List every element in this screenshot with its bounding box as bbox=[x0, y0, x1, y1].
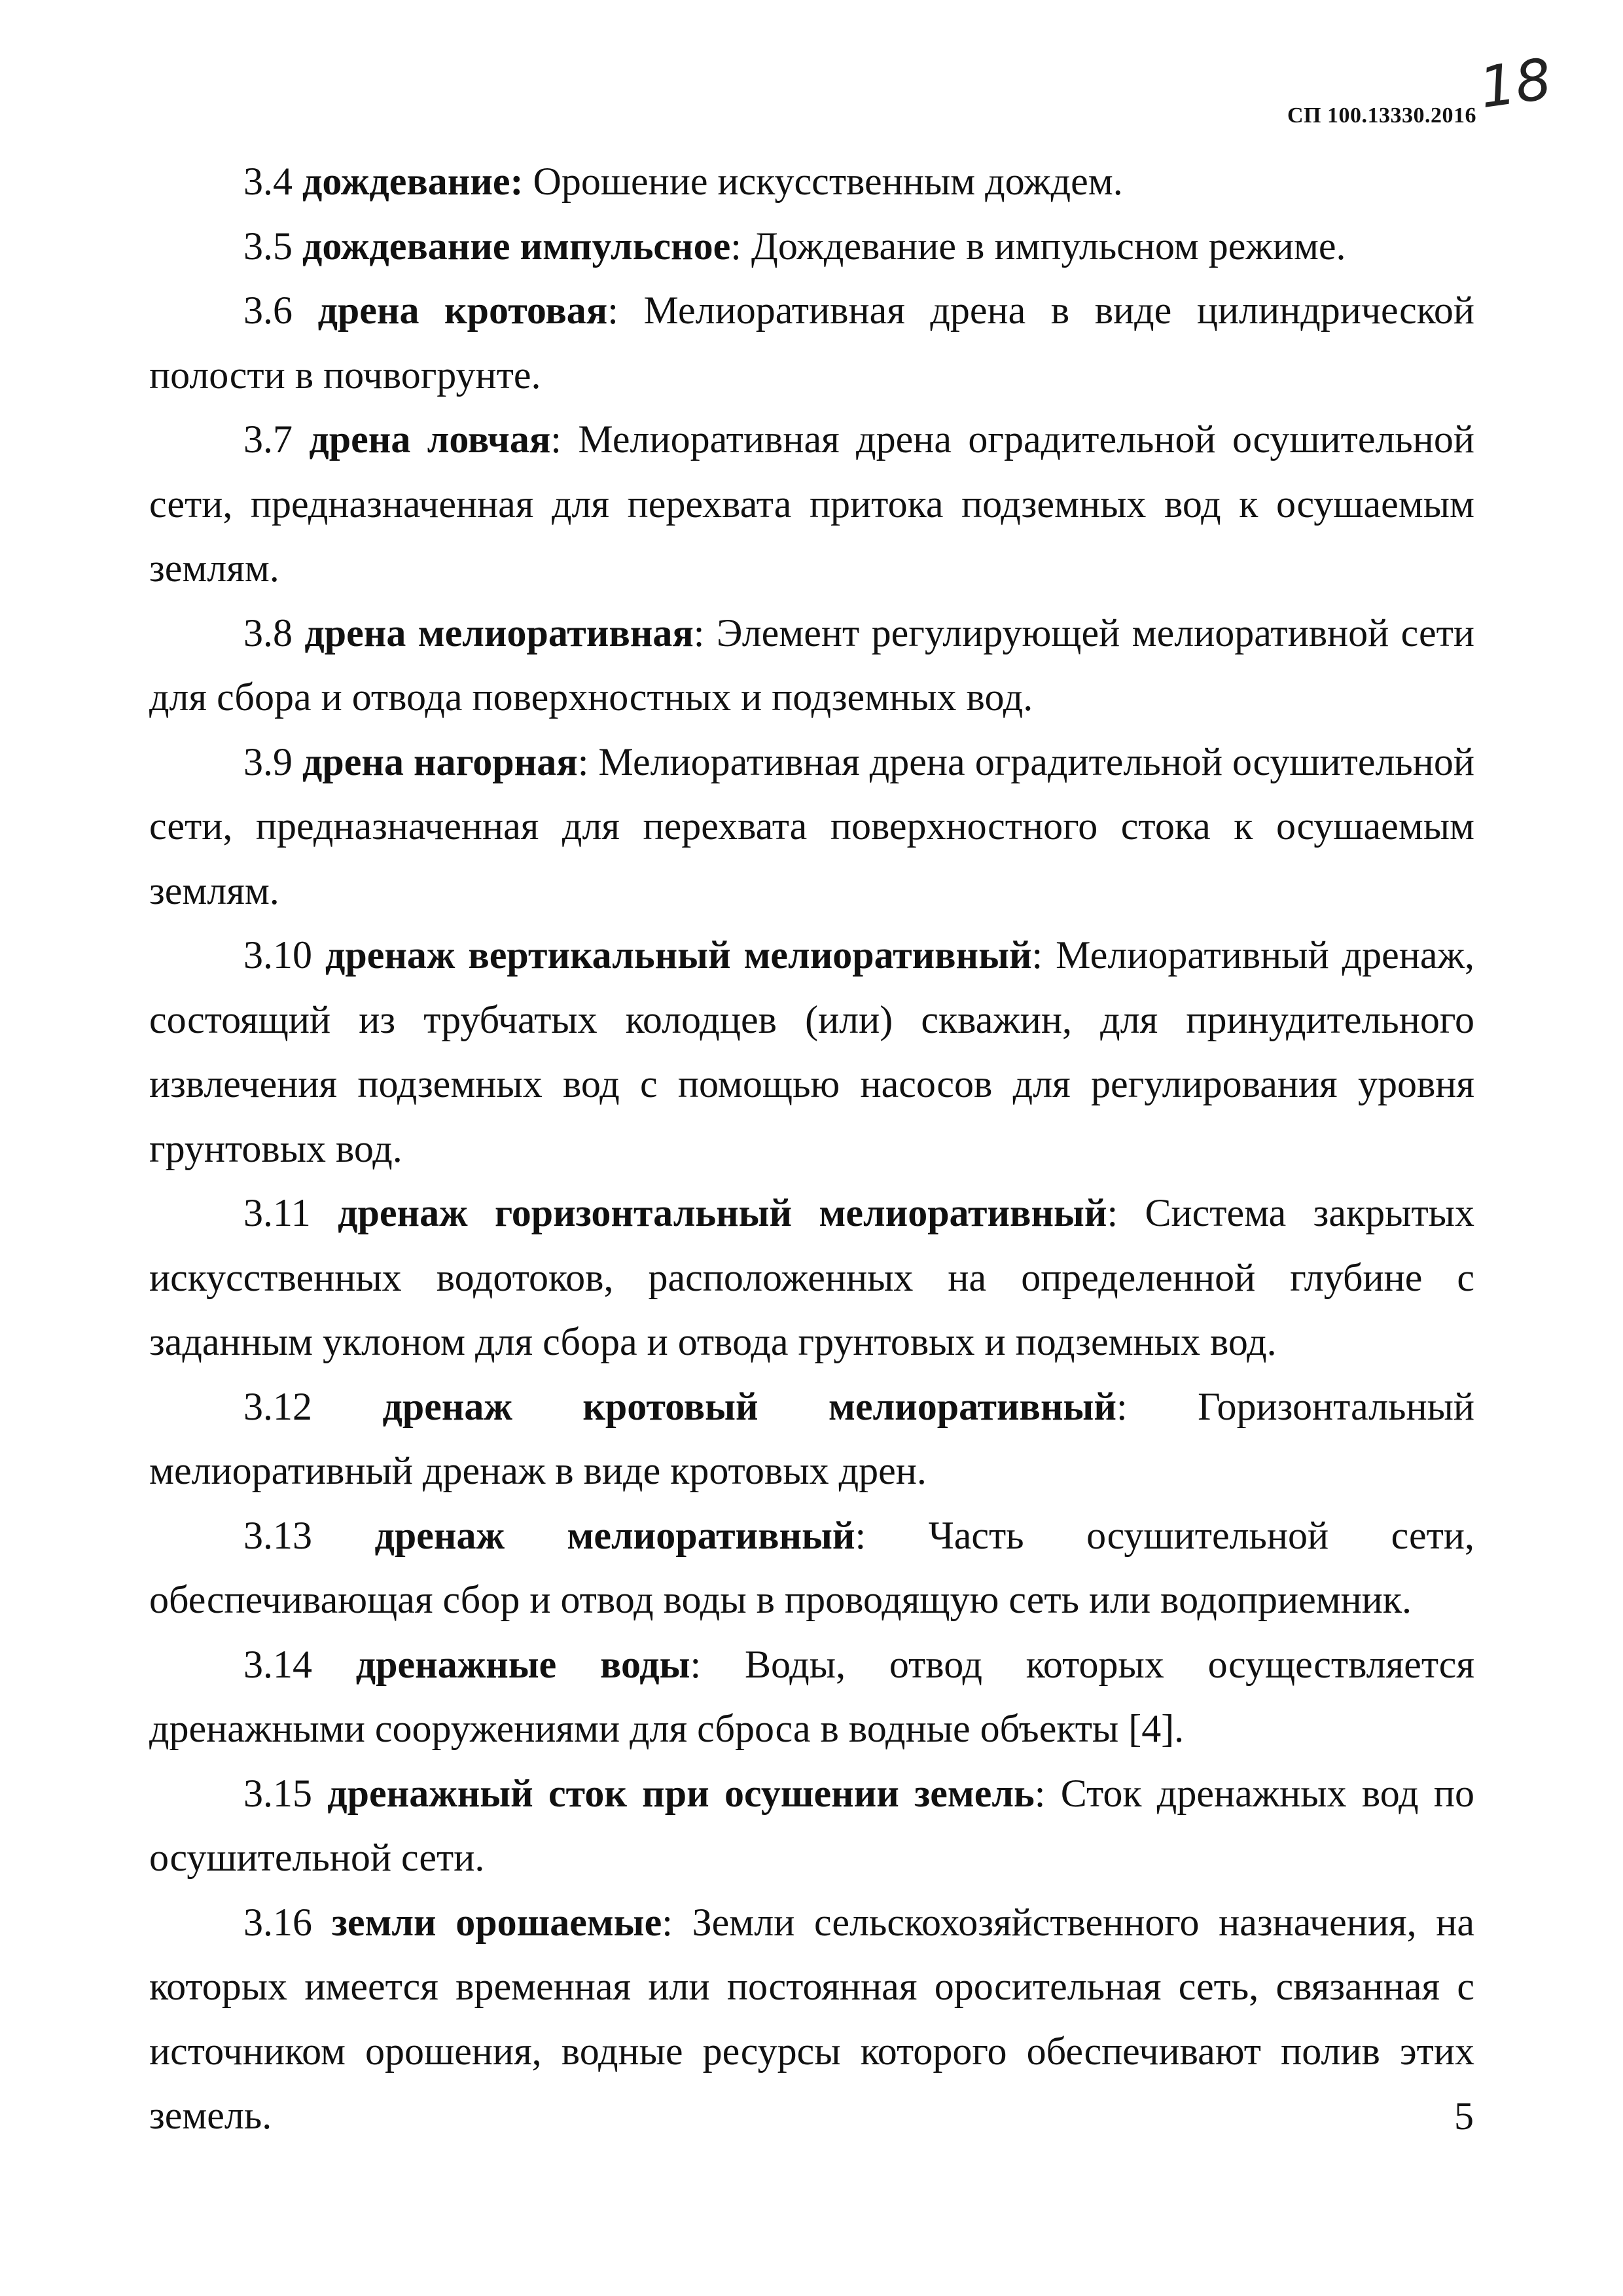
term-name: дождевание: bbox=[302, 160, 524, 203]
term-definition: : Земли сельскохозяйственного назначения, на которых имеется временная или постоянная оросительная сеть, связанная с источником орошения, водные ресурсы которого обеспечивают полив этих земель. bbox=[149, 1900, 1475, 2137]
term-number: 3.5 bbox=[243, 224, 293, 268]
term-definition: : Горизонтальный мелиоративный дренаж в виде кротовых дрен. bbox=[149, 1384, 1475, 1492]
term-name: дрена нагорная bbox=[302, 740, 578, 783]
term-definition: : Система закрытых искусственных водотоков, расположенных на определенной глубине с заданным уклоном для сбора и отвода грунтовых и подземных вод. bbox=[149, 1191, 1474, 1363]
term-definition: : Дождевание в импульсном режиме. bbox=[730, 224, 1346, 268]
term-entry bbox=[149, 1632, 1474, 1761]
term-number: 3.9 bbox=[243, 740, 293, 783]
term-entry bbox=[149, 601, 1474, 730]
term-definition: : Мелиоративная дрена в виде цилиндрической полости в почвогрунте. bbox=[149, 289, 1475, 397]
handwritten-page-number: 18 bbox=[1475, 46, 1556, 122]
term-definition: : Мелиоративная дрена оградительной осушительной сети, предназначенная для перехвата притока подземных вод к осушаемым землям. bbox=[149, 418, 1475, 590]
terms-list bbox=[149, 149, 1474, 2148]
term-name: дрена мелиоративная bbox=[304, 611, 694, 655]
term-definition: : Мелиоративная дрена оградительной осушительной сети, предназначенная для перехвата поверхностного стока к осушаемым землям. bbox=[149, 740, 1474, 912]
term-name: дренаж горизонтальный мелиоративный bbox=[338, 1191, 1107, 1234]
term-definition: Орошение искусственным дождем. bbox=[533, 160, 1123, 203]
term-number: 3.11 bbox=[243, 1191, 311, 1234]
term-number: 3.4 bbox=[243, 160, 293, 203]
page-number: 5 bbox=[1454, 2094, 1474, 2138]
term-number: 3.10 bbox=[243, 933, 312, 977]
term-number: 3.12 bbox=[243, 1384, 312, 1428]
term-entry bbox=[149, 278, 1474, 407]
term-entry bbox=[149, 407, 1474, 601]
term-number: 3.6 bbox=[243, 289, 293, 332]
term-name: дренаж мелиоративный bbox=[374, 1513, 855, 1557]
term-number: 3.14 bbox=[243, 1642, 312, 1686]
term-name: дрена кротовая bbox=[317, 289, 608, 332]
term-entry bbox=[149, 1374, 1474, 1503]
term-number: 3.16 bbox=[243, 1900, 312, 1944]
term-name: дрена ловчая bbox=[309, 418, 551, 461]
document-code: СП 100.13330.2016 bbox=[1287, 103, 1476, 128]
term-entry bbox=[149, 1890, 1474, 2148]
term-entry bbox=[149, 1181, 1474, 1374]
term-name: дренажный сток при осушении земель bbox=[327, 1771, 1035, 1815]
term-name: дренаж кротовый мелиоративный bbox=[382, 1384, 1116, 1428]
term-number: 3.15 bbox=[243, 1771, 312, 1815]
term-definition: : Воды, отвод которых осуществляется дренажными сооружениями для сброса в водные объекты [4]. bbox=[149, 1642, 1475, 1750]
term-number: 3.8 bbox=[243, 611, 293, 655]
term-name: дренаж вертикальный мелиоративный bbox=[325, 933, 1032, 977]
term-definition: : Мелиоративный дренаж, состоящий из трубчатых колодцев (или) скважин, для принудительного извлечения подземных вод с помощью насосов для регулирования уровня грунтовых вод. bbox=[149, 933, 1474, 1170]
term-entry bbox=[149, 214, 1474, 279]
term-name: дождевание импульсное bbox=[302, 224, 731, 268]
term-definition: : Элемент регулирующей мелиоративной сети для сбора и отвода поверхностных и подземных вод. bbox=[149, 611, 1475, 719]
term-entry bbox=[149, 923, 1474, 1181]
term-entry bbox=[149, 149, 1474, 214]
term-name: дренажные воды bbox=[355, 1642, 690, 1686]
term-number: 3.13 bbox=[243, 1513, 312, 1557]
term-entry bbox=[149, 730, 1474, 924]
term-definition: : Часть осушительной сети, обеспечивающая сбор и отвод воды в проводящую сеть или водоприемник. bbox=[149, 1513, 1474, 1621]
term-number: 3.7 bbox=[243, 418, 293, 461]
term-definition: : Сток дренажных вод по осушительной сети. bbox=[149, 1771, 1474, 1879]
term-name: земли орошаемые bbox=[331, 1900, 662, 1944]
term-entry bbox=[149, 1503, 1474, 1632]
term-entry bbox=[149, 1761, 1474, 1890]
